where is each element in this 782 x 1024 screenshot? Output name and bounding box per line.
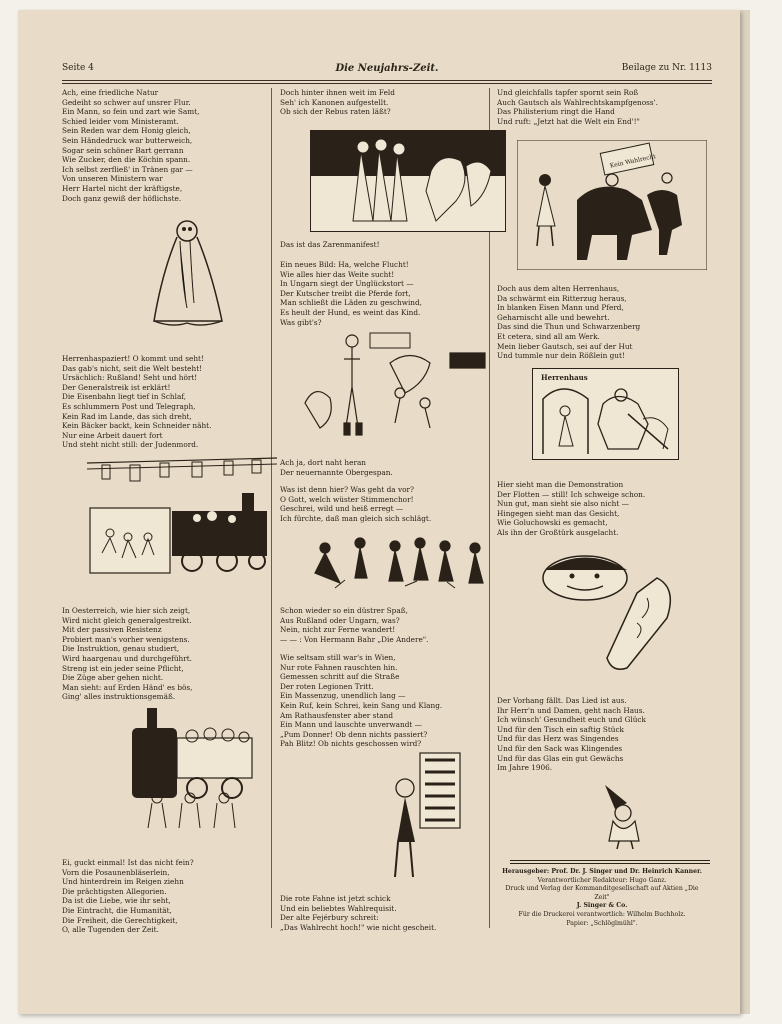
poem-stanza <box>62 88 199 203</box>
poem-line: Kein Rad im Lande, das sich dreht, <box>62 411 192 421</box>
poem-line: In Ungarn siegt der Unglückstort — <box>280 279 414 289</box>
poem-line: Ein neues Bild: Ha, welche Flucht! <box>280 260 409 269</box>
poem-line: O, alle Tugenden der Zeit. <box>62 925 159 935</box>
poem-line: Am Rathausfenster aber stand <box>280 710 394 720</box>
poem-line: Und ruft: „Jetzt hat die Welt ein End'!" <box>497 116 640 126</box>
poem-line: Wird haargenau und durchgeführt. <box>62 653 192 663</box>
illustration-gautsch-on-horse <box>517 140 707 270</box>
poem-line: Ach, eine friedliche Natur <box>62 88 159 97</box>
imprint-print-responsible: Für die Druckerei verantwortlich: Wilhelm Buchholz. <box>518 910 686 918</box>
poem-line: Was gibt's? <box>280 317 322 327</box>
poem-line: Der Vorhang fällt. Das Lied ist aus. <box>497 696 627 705</box>
illustration-gnome <box>597 783 657 853</box>
newspaper-title: Die Neujahrs-Zeit. <box>335 63 439 74</box>
poem-line: Ich selbst zerfließ' in Tränen gar — <box>62 164 193 174</box>
poem-stanza <box>497 480 645 538</box>
poem-line: Schied leider vom Ministeramt. <box>62 116 179 126</box>
poem-line: Und für den Sack was Klingendes <box>497 743 623 753</box>
poem-stanza <box>280 894 436 932</box>
poem-line: In blanken Eisen Mann und Pferd, <box>497 303 624 313</box>
illustration-flight-scene <box>300 323 500 448</box>
poem-line: Und für das Glas ein gut Gewächs <box>497 753 624 763</box>
poem-line: Die Freiheit, die Gerechtigkeit, <box>62 915 178 925</box>
herrenhaus-label: Herrenhaus <box>541 373 588 382</box>
poem-line: Sein Händedruck war butterweich, <box>62 135 193 145</box>
poem-line: Da schwärmt ein Ritterzug heraus, <box>497 293 627 303</box>
poem-line: Es schlummern Post und Telegraph, <box>62 401 196 411</box>
poem-line: Und tummle nur dein Rößlein gut! <box>497 351 625 361</box>
caption: Das ist das Zarenmanifest! <box>280 240 380 249</box>
poem-stanza <box>280 260 422 327</box>
poem-stanza <box>497 696 646 773</box>
illustration-tsar-manifesto <box>310 130 506 232</box>
poem-line: Ob sich der Rebus raten läßt? <box>280 107 391 117</box>
poem-stanza <box>280 606 428 644</box>
poem-line: Doch hinter ihnen weit im Feld <box>280 88 395 97</box>
poem-line: Ich fürchte, daß man gleich sich schlägt. <box>280 513 432 523</box>
poem-line: Doch aus dem alten Herrenhaus, <box>497 284 620 293</box>
poem-stanza <box>497 284 640 361</box>
poem-line: Ein Mann, so fein und zart wie Samt, <box>62 107 200 117</box>
supplement-number: Beilage zu Nr. 1113 <box>621 63 712 73</box>
poem-line: Auch Gautsch als Wahlrechtskampfgenoss'. <box>497 97 658 107</box>
poem-line: Da ist die Liebe, wie ihr seht, <box>62 896 171 906</box>
illustration-goluchowski-caricature <box>537 548 687 673</box>
poem-line: Streng ist ein jeder seine Pflicht, <box>62 663 184 673</box>
illustration-brawl <box>305 528 495 598</box>
poem-stanza <box>62 858 194 935</box>
imprint-publishers: Herausgeber: Prof. Dr. J. Singer und Dr. Heinrich Kanner. <box>502 868 702 875</box>
poem-line: Geharnischt alle und bewehrt. <box>497 312 610 322</box>
poem-stanza <box>280 458 393 477</box>
poem-line: Geschrei, wild und heiß erregt — <box>280 504 404 514</box>
poem-line: Nur eine Arbeit dauert fort <box>62 430 163 440</box>
poem-line: Kein Bäcker backt, kein Schneider näht. <box>62 421 212 431</box>
poem-line: Herr Hartel nicht der kräftigste, <box>62 183 183 193</box>
poem-line: Schon wieder so ein düstrer Spaß, <box>280 606 408 615</box>
illustration-locomotive-procession <box>122 708 262 838</box>
poem-line: Im Jahre 1906. <box>497 763 553 773</box>
page-label: Seite 4 <box>62 63 94 73</box>
poem-line: „Pum Donner! Ob denn nichts passiert? <box>280 729 428 739</box>
poem-stanza <box>62 354 211 450</box>
imprint <box>497 868 707 928</box>
poem-line: Ein Mann und lauschte unverwandt — <box>280 720 422 730</box>
poem-line: Der Flotten — still! Ich schweige schon. <box>497 489 646 499</box>
page-header <box>62 63 712 79</box>
poem-line: Die Instruktion, genau studiert, <box>62 644 180 654</box>
poem-line: — — : Von Hermann Bahr „Die Andere". <box>280 634 429 644</box>
illustration-railway-strike <box>82 453 282 578</box>
imprint-printer: Druck und Verlag der Kommanditgesellschaft auf Aktien „Die Zeit" <box>505 885 699 901</box>
imprint-company: J. Singer & Co. <box>576 902 628 910</box>
poem-line: Die prächtigsten Allegorien. <box>62 886 167 896</box>
poem-line: Das Philisterium ringt die Hand <box>497 107 615 117</box>
poem-line: Man schließt die Läden zu geschwind, <box>280 298 422 308</box>
poem-line: Mein lieber Gautsch, sei auf der Hut <box>497 341 633 351</box>
poem-line: Das sind die Thun und Schwarzenberg <box>497 322 641 332</box>
poem-line: Und hinterdrein im Reigen ziehn <box>62 877 184 887</box>
illustration-mayor-at-window <box>380 748 470 883</box>
poem-line: Gedeiht so schwer auf unsrer Flur. <box>62 97 191 107</box>
poem-line: Doch ganz gewiß der höflichste. <box>62 193 182 203</box>
illustration-herrenhaus-knights <box>532 368 679 460</box>
poem-line: Der roten Legionen Tritt. <box>280 681 374 691</box>
poem-line: Wie Zucker, den die Köchin spann. <box>62 155 191 165</box>
illustration-bearded-minister <box>132 213 242 333</box>
poem-line: Und gleichfalls tapfer spornt sein Roß <box>497 88 639 97</box>
poem-line: Nein, nicht zur Ferne wandert! <box>280 625 396 635</box>
poem-line: Mit der passiven Resistenz <box>62 625 162 635</box>
poem-stanza <box>497 88 658 126</box>
poem-line: Wie seltsam still war's in Wien, <box>280 653 396 662</box>
poem-stanza <box>62 606 192 702</box>
poem-line: Man sieht: auf Erden Händ' es bös, <box>62 682 193 692</box>
poem-line: Vorn die Posaunenbläserlein, <box>62 867 170 877</box>
poem-line: Von unseren Ministern war <box>62 174 163 184</box>
poem-stanza <box>280 485 431 523</box>
poem-line: Ihr Herr'n und Damen, geht nach Haus. <box>497 705 645 715</box>
poem-line: Ach ja, dort naht heran <box>280 458 366 467</box>
poem-line: Hingegen sieht man das Gesicht, <box>497 508 620 518</box>
page-edge <box>740 10 750 1014</box>
poem-line: Die Eisenbahn liegt tief in Schlaf, <box>62 392 187 402</box>
poem-line: Ein Massenzug, unendlich lang — <box>280 691 406 701</box>
poem-line: Die Eintracht, die Humanität, <box>62 905 172 915</box>
poem-line: Und steht nicht still: der Judenmord. <box>62 440 199 450</box>
poem-line: Ursächlich: Rußland! Seht und hört! <box>62 373 198 383</box>
poem-line: Hier sieht man die Demonstration <box>497 480 624 489</box>
poem-line: Ging' alles instruktionsgemäß. <box>62 692 176 702</box>
poem-line: Der Kutscher treibt die Pferde fort, <box>280 288 411 298</box>
poem-line: O Gott, welch wüster Stimmenchor! <box>280 494 414 504</box>
poem-line: Ich wünsch' Gesundheit euch und Glück <box>497 715 646 725</box>
poem-line: Der neuernannte Obergespan. <box>280 467 393 477</box>
header-rule <box>62 80 712 81</box>
poem-line: Die Züge aber gehen nicht. <box>62 673 164 683</box>
poem-line: Der alte Fejérbury schreit: <box>280 913 379 923</box>
poem-line: Wird nicht gleich generalgestreikt. <box>62 615 192 625</box>
poem-line: Nun gut, man sieht sie also nicht — <box>497 499 629 509</box>
poem-line: Und für das Herz was Singendes <box>497 734 619 744</box>
poem-line: Und für den Tisch ein saftig Stück <box>497 724 624 734</box>
poem-line: Die rote Fahne ist jetzt schick <box>280 894 391 903</box>
poem-line: Herrenhaspaziert! O kommt und seht! <box>62 354 204 363</box>
poem-line: Und ein beliebtes Wahlrequisit. <box>280 903 397 913</box>
imprint-editor: Verantwortlicher Redakteur: Hugo Ganz. <box>537 876 667 884</box>
poem-line: Aus Rußland oder Ungarn, was? <box>280 615 400 625</box>
poem-line: Probiert man's vorher wenigstens. <box>62 634 190 644</box>
poem-line: In Oesterreich, wie hier sich zeigt, <box>62 606 191 615</box>
poem-line: Sogar sein schöner Bart gerrann <box>62 145 184 155</box>
protest-sign-text: Kein Wahlrecht <box>609 153 657 170</box>
poem-stanza <box>280 88 395 117</box>
poem-stanza <box>280 653 442 749</box>
imprint-rule-2 <box>510 863 710 864</box>
poem-line: Als ihn der Großtürk ausgelacht. <box>497 527 619 537</box>
imprint-paper: Papier: „Schlöglmühl". <box>566 919 638 927</box>
poem-line: Es heult der Hund, es weint das Kind. <box>280 307 421 317</box>
poem-line: Wie alles hier das Weite sucht! <box>280 269 395 279</box>
poem-line: „Das Wahlrecht hoch!" wie nicht gescheit. <box>280 922 437 932</box>
poem-line: Pah Blitz! Ob nichts geschossen wird? <box>280 739 422 749</box>
imprint-rule <box>510 860 710 861</box>
poem-line: Seh' ich Kanonen aufgestellt. <box>280 97 389 107</box>
poem-line: Der Generalstreik ist erklärt! <box>62 382 171 392</box>
poem-line: Was ist denn hier? Was geht da vor? <box>280 485 414 494</box>
poem-line: Kein Ruf, kein Schrei, kein Sang und Klang. <box>280 700 443 710</box>
poem-line: Ei, guckt einmal! Ist das nicht fein? <box>62 858 194 867</box>
poem-line: Wie Goluchowski es gemacht, <box>497 518 608 528</box>
header-rule-2 <box>62 83 712 84</box>
poem-line: Et cetera, sind all am Werk. <box>497 331 600 341</box>
poem-line: Sein Reden war dem Honig gleich, <box>62 126 191 136</box>
poem-line: Nur rote Fahnen rauschten hin. <box>280 662 398 672</box>
poem-line: Das gab's nicht, seit die Welt besteht! <box>62 363 203 373</box>
poem-line: Gemessen schritt auf die Straße <box>280 672 400 682</box>
